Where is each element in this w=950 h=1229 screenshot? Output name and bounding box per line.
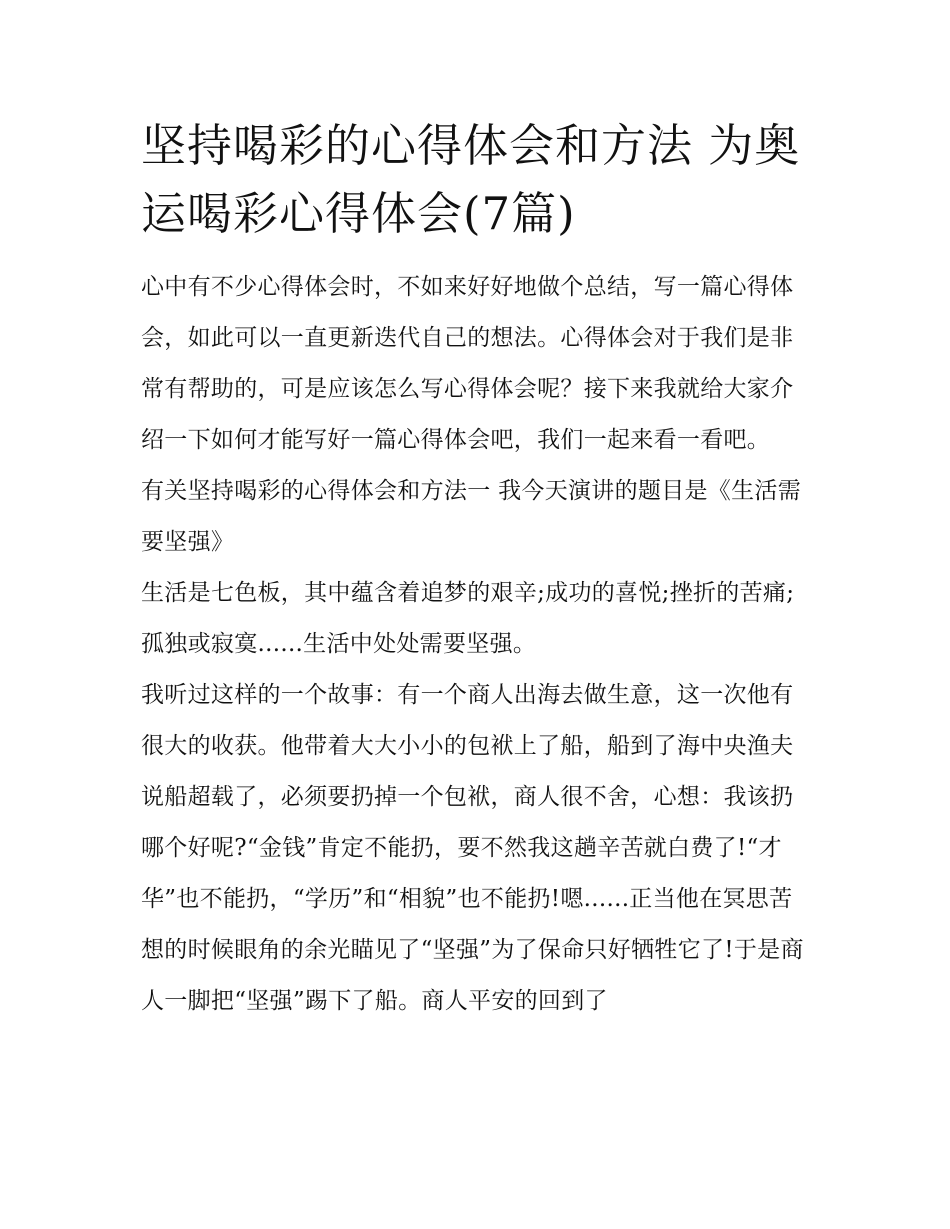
document-content — [141, 112, 813, 1027]
intro-paragraph: 心中有不少心得体会时，不如来好好地做个总结，写一篇心得体会，如此可以一直更新迭代自己的想法。心得体会对于我们是非常有帮助的，可是应该怎么写心得体会呢？接下来我就给大家介绍一下如何才能写好一篇心得体会吧，我们一起来看一看吧。 — [141, 274, 794, 453]
section-heading-paragraph: 有关坚持喝彩的心得体会和方法一 我今天演讲的题目是《生活需要坚强》 — [141, 478, 802, 555]
story-paragraph: 我听过这样的一个故事：有一个商人出海去做生意，这一次他有很大的收获。他带着大大小小的包袱上了船，船到了海中央渔夫说船超载了，必须要扔掉一个包袱，商人很不舍，心想：我该扔哪个好呢?“金钱”肯定不能扔，要不然我这趟辛苦就白费了!“才华”也不能扔，“学历”和“相貌”也不能扔!嗯......正当他在冥思苦想的时候眼角的余光瞄见了“坚强”为了保命只好牺牲它了!于是商人一脚把“坚强”踢下了船。商人平安的回到了 — [141, 682, 804, 1014]
body-paragraph: 生活是七色板，其中蕴含着追梦的艰辛;成功的喜悦;挫折的苦痛;孤独或寂寞......生活中处处需要坚强。 — [141, 580, 795, 657]
document-title: 坚持喝彩的心得体会和方法 为奥运喝彩心得体会(7篇) — [141, 119, 801, 240]
